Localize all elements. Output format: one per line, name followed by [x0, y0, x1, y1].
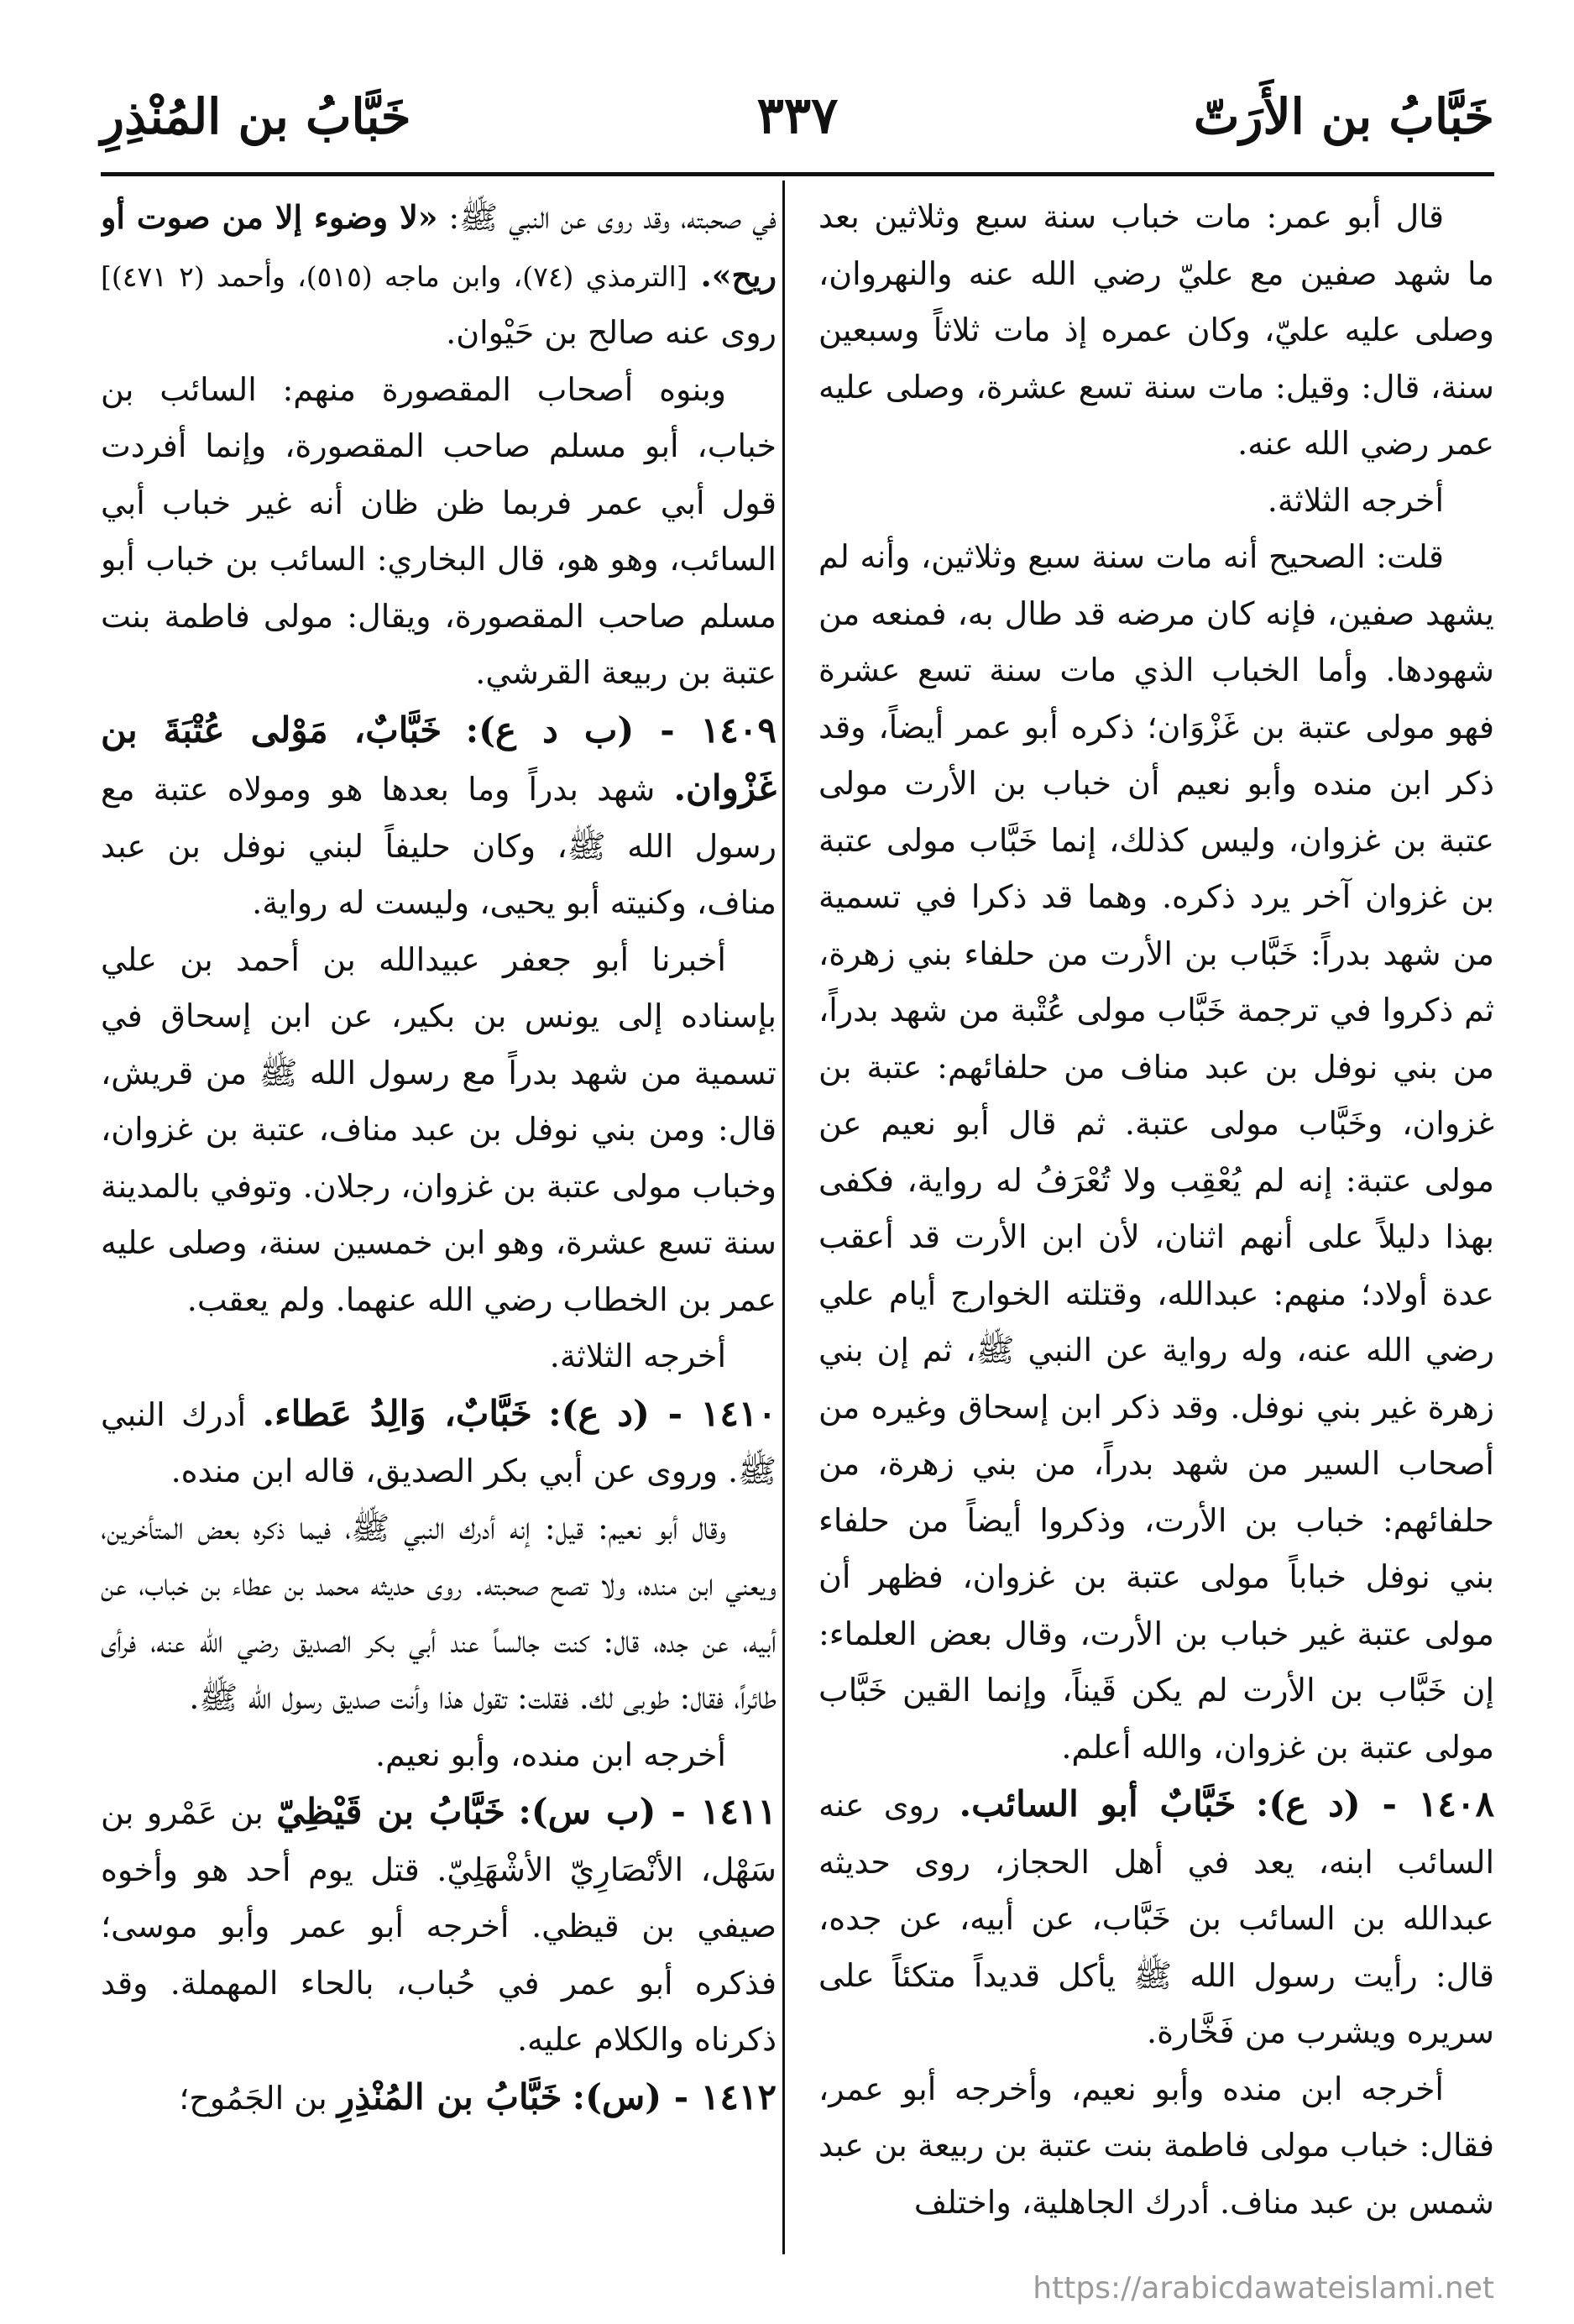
paragraph: أخبرنا أبو جعفر عبيدالله بن أحمد بن علي بإسناده إلى يونس بن بكير، عن ابن إسحاق في تسمية من شهد بدراً مع رسول الله ﷺ من قريش، قال: ومن بني نوفل بن عبد مناف، عتبة بن غزوان، وخباب مولى عتبة بن غزوان، رجلان. وتوفي بالمدينة سنة تسع عشرة، وهو ابن خمسين سنة، وصلى عليه عمر بن الخطاب رضي الله عنهما. ولم يعقب. — [101, 940, 777, 1318]
paragraph: أخرجه الثلاثة. — [549, 1337, 726, 1374]
entry-1408 — [818, 1776, 1494, 2061]
paragraph: أخرجه ابن منده، وأبو نعيم. — [374, 1735, 726, 1773]
entry-name: خَبَّابُ بن المُنْذِرِ — [337, 2075, 562, 2117]
paragraph: قلت: الصحيح أنه مات سنة سبع وثلاثين، وأنه لم يشهد صفين، فإنه كان مرضه قد طال به، فمنعه من شهودها. وأما الخباب الذي مات سنة تسع عشرة فهو مولى عتبة بن غَزْوَان؛ ذكره أبو عمر أيضاً، وقد ذكر ابن منده وأبو نعيم أن خباب بن الأرت مولى عتبة بن غزوان، وليس كذلك، إنما خَبَّاب مولى عتبة بن غزوان آخر يرد ذكره. وهما قد ذكرا في تسمية من شهد بدراً: خَبَّاب بن الأرت من حلفاء بني زهرة، ثم ذكروا في ترجمة خَبَّاب مولى عُتْبة من شهد بدراً، من بني نوفل بن عبد مناف من حلفائهم: عتبة بن غزوان، وخَبَّاب مولى عتبة. ثم قال أبو نعيم عن مولى عتبة: إنه لم يُعْقِب ولا تُعْرَفُ له رواية، فكفى بهذا دليلاً على أنهم اثنان، لأن ابن الأرت قد أعقب عدة أولاد؛ منهم: عبدالله، وقتلته الخوارج أيام علي رضي الله عنه، وله رواية عن النبي ﷺ، ثم إن بني زهرة غير بني نوفل. وقد ذكر ابن إسحاق وغيره من أصحاب السير من شهد بدراً، من بني زهرة، من حلفائهم: خباب بن الأرت، وذكروا أيضاً من حلفاء بني نوفل خباباً مولى عتبة بن غزوان، فظهر أن مولى عتبة غير خباب بن الأرت، وقال بعض العلماء: إن خَبَّاب بن الأرت لم يكن قَيناً، وإنما القين خَبَّاب مولى عتبة بن غزوان، والله أعلم. — [818, 538, 1494, 1766]
paragraph-text: روى عنه صالح بن حَيْوان. — [446, 314, 777, 351]
left-column — [101, 189, 777, 2246]
entry-number: ١٤١٠ - (د ع): — [548, 1392, 777, 1434]
paragraph-text: في صحبته، وقد روى عن النبي ﷺ: — [448, 199, 777, 236]
entry-number: ١٤٠٨ - (د ع): — [1255, 1783, 1494, 1824]
hadith-reference: [الترمذي (٧٤)، وابن ماجه (٥١٥)، وأحمد (٢ ٤٧١)] — [101, 259, 688, 293]
page-number: ٣٣٧ — [756, 86, 839, 145]
entry-number: ١٤١١ - (ب س): — [518, 1791, 777, 1832]
entry-number: ١٤٠٩ - (ب د ع): — [465, 709, 777, 751]
entry-1412 — [101, 2069, 777, 2128]
entry-text: بن الجَمُوح؛ — [179, 2079, 327, 2117]
entry-name: خَبَّابٌ، مَوْلى عُتْبَةَ بن غَزْوان. — [101, 709, 777, 809]
paragraph: وقال أبو نعيم: قيل: إنه أدرك النبي ﷺ، فيما ذكره بعض المتأخرين، ويعني ابن منده، ولا تصح صحبته. روى حديثه محمد بن عطاء بن خباب، عن أبيه، عن جده، قال: كنت جالساً عند أبي بكر الصديق رضي الله عنه، فرأى طائراً، فقال: طوبى لك. فقلت: تقول هذا وأنت صديق رسول الله ﷺ. — [101, 1509, 777, 1716]
running-title-left: خَبَّابُ بن المُنْذِرِ — [101, 88, 411, 145]
watermark-url: https://arabicdawateislami.net — [1033, 2271, 1494, 2306]
column-divider — [782, 181, 785, 2254]
right-column — [818, 189, 1494, 2246]
paragraph: قال أبو عمر: مات خباب سنة سبع وثلاثين بعد ما شهد صفين مع عليّ رضي الله عنه والنهروان، وصلى عليه عليّ، وكان عمره إذ مات ثلاثاً وسبعين سنة، قال: وقيل: مات سنة تسع عشرة، وصلى عليه عمر رضي الله عنه. — [818, 198, 1494, 462]
entry-name: خَبَّابُ بن قَيْظِيّ — [276, 1791, 505, 1832]
entry-1410 — [101, 1385, 777, 1500]
page-header — [101, 80, 1494, 176]
entry-name: خَبَّابٌ، وَالِدُ عَطاء. — [262, 1392, 532, 1434]
hadith-quote: «لا وضوء إلا من صوت أو ريح». — [101, 198, 777, 294]
entry-1411 — [101, 1783, 777, 2069]
paragraph: وبنوه أصحاب المقصورة منهم: السائب بن خباب، أبو مسلم صاحب المقصورة، وإنما أفردت قول أبي عمر فربما ظن ظان أنه غير خباب أبي السائب، وهو هو، قال البخاري: السائب بن خباب أبو مسلم صاحب المقصورة، ويقال: مولى فاطمة بنت عتبة بن ربيعة القرشي. — [101, 370, 777, 691]
entry-1409 — [101, 702, 777, 932]
entry-text: أدرك النبي ﷺ. وروى عن أبي بكر الصديق، قاله ابن منده. — [101, 1395, 777, 1489]
entry-text: شهد بدراً وما بعدها هو ومولاه عتبة مع رسول الله ﷺ، وكان حليفاً لبني نوفل بن عبد مناف، وكنيته أبو يحيى، وليست له رواية. — [101, 771, 777, 921]
running-title-right: خَبَّابُ بن الأَرَتّ — [1193, 88, 1494, 145]
entry-text: روى عنه السائب ابنه، يعد في أهل الحجاز، روى حديثه عبدالله بن السائب بن خَبَّاب، عن أبيه، عن جده، قال: رأيت رسول الله ﷺ يأكل قديداً متكئاً على سريره ويشرب من فَخَّارة. — [818, 1787, 1494, 2050]
entry-name: خَبَّابٌ أبو السائب. — [959, 1783, 1237, 1824]
paragraph — [101, 189, 777, 362]
paragraph: أخرجه ابن منده وأبو نعيم، وأخرجه أبو عمر، فقال: خباب مولى فاطمة بنت عتبة بن ربيعة بن عبد شمس بن عبد مناف. أدرك الجاهلية، واختلف — [818, 2070, 1494, 2221]
paragraph: أخرجه الثلاثة. — [1267, 481, 1444, 519]
entry-number: ١٤١٢ - (س): — [572, 2075, 777, 2117]
entry-text: بن عَمْرو بن سَهْل، الأنْصَارِيّ الأشْهَلِيّ. قتل يوم أحد هو وأخوه صيفي بن قيظي. أخرجه أبو عمر وأبو موسى؛ فذكره أبو عمر في حُباب، بالحاء المهملة. وقد ذكرناه والكلام عليه. — [101, 1794, 777, 2058]
